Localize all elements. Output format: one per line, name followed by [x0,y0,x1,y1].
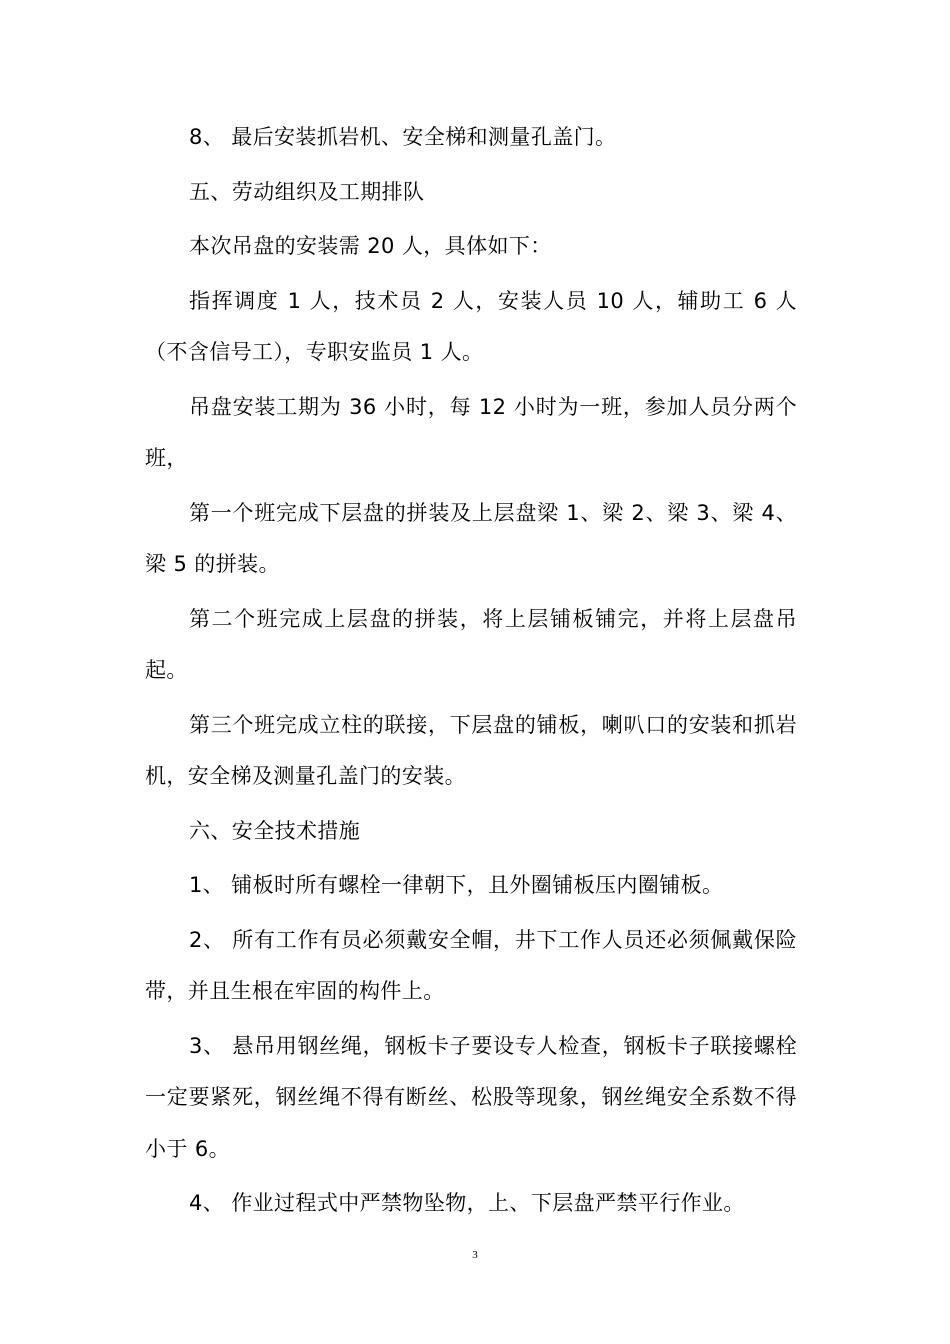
document-body [145,112,797,1233]
paragraph-step-8: 8、 最后安装抓岩机、安全梯和测量孔盖门。 [189,125,617,149]
section-heading-labor-organization: 五、劳动组织及工期排队 [189,179,425,204]
paragraph-shift-3: 第三个班完成立柱的联接，下层盘的铺板，喇叭口的安装和抓岩机，安全梯及测量孔盖门的安装。 [145,712,797,788]
paragraph-safety-1: 1、 铺板时所有螺栓一律朝下，且外圈铺板压内圈铺板。 [189,873,724,897]
page-number: 3 [472,1249,478,1261]
paragraph-schedule: 吊盘安装工期为 36 小时，每 12 小时为一班，参加人员分两个班， [145,394,797,470]
paragraph-safety-3: 3、 悬吊用钢丝绳，钢板卡子要设专人检查，钢板卡子联接螺栓一定要紧死，钢丝绳不得有断丝、松股等现象，钢丝绳安全系数不得小于 6。 [145,1033,797,1161]
section-heading-safety-measures: 六、安全技术措施 [189,818,361,843]
paragraph-shift-1: 第一个班完成下层盘的拼装及上层盘梁 1、梁 2、梁 3、梁 4、梁 5 的拼装。 [145,500,797,576]
paragraph-shift-2: 第二个班完成上层盘的拼装，将上层铺板铺完，并将上层盘吊起。 [145,606,797,682]
paragraph-safety-2: 2、 所有工作有员必须戴安全帽，井下工作人员还必须佩戴保险带，并且生根在牢固的构件上。 [145,927,797,1003]
paragraph-safety-4: 4、 作业过程式中严禁物坠物，上、下层盘严禁平行作业。 [189,1191,745,1215]
paragraph-staffing-breakdown: 指挥调度 1 人，技术员 2 人，安装人员 10 人，辅助工 6 人（不含信号工），专职安监员 1 人。 [145,288,797,364]
paragraph-staffing-total: 本次吊盘的安装需 20 人，具体如下： [189,234,552,258]
